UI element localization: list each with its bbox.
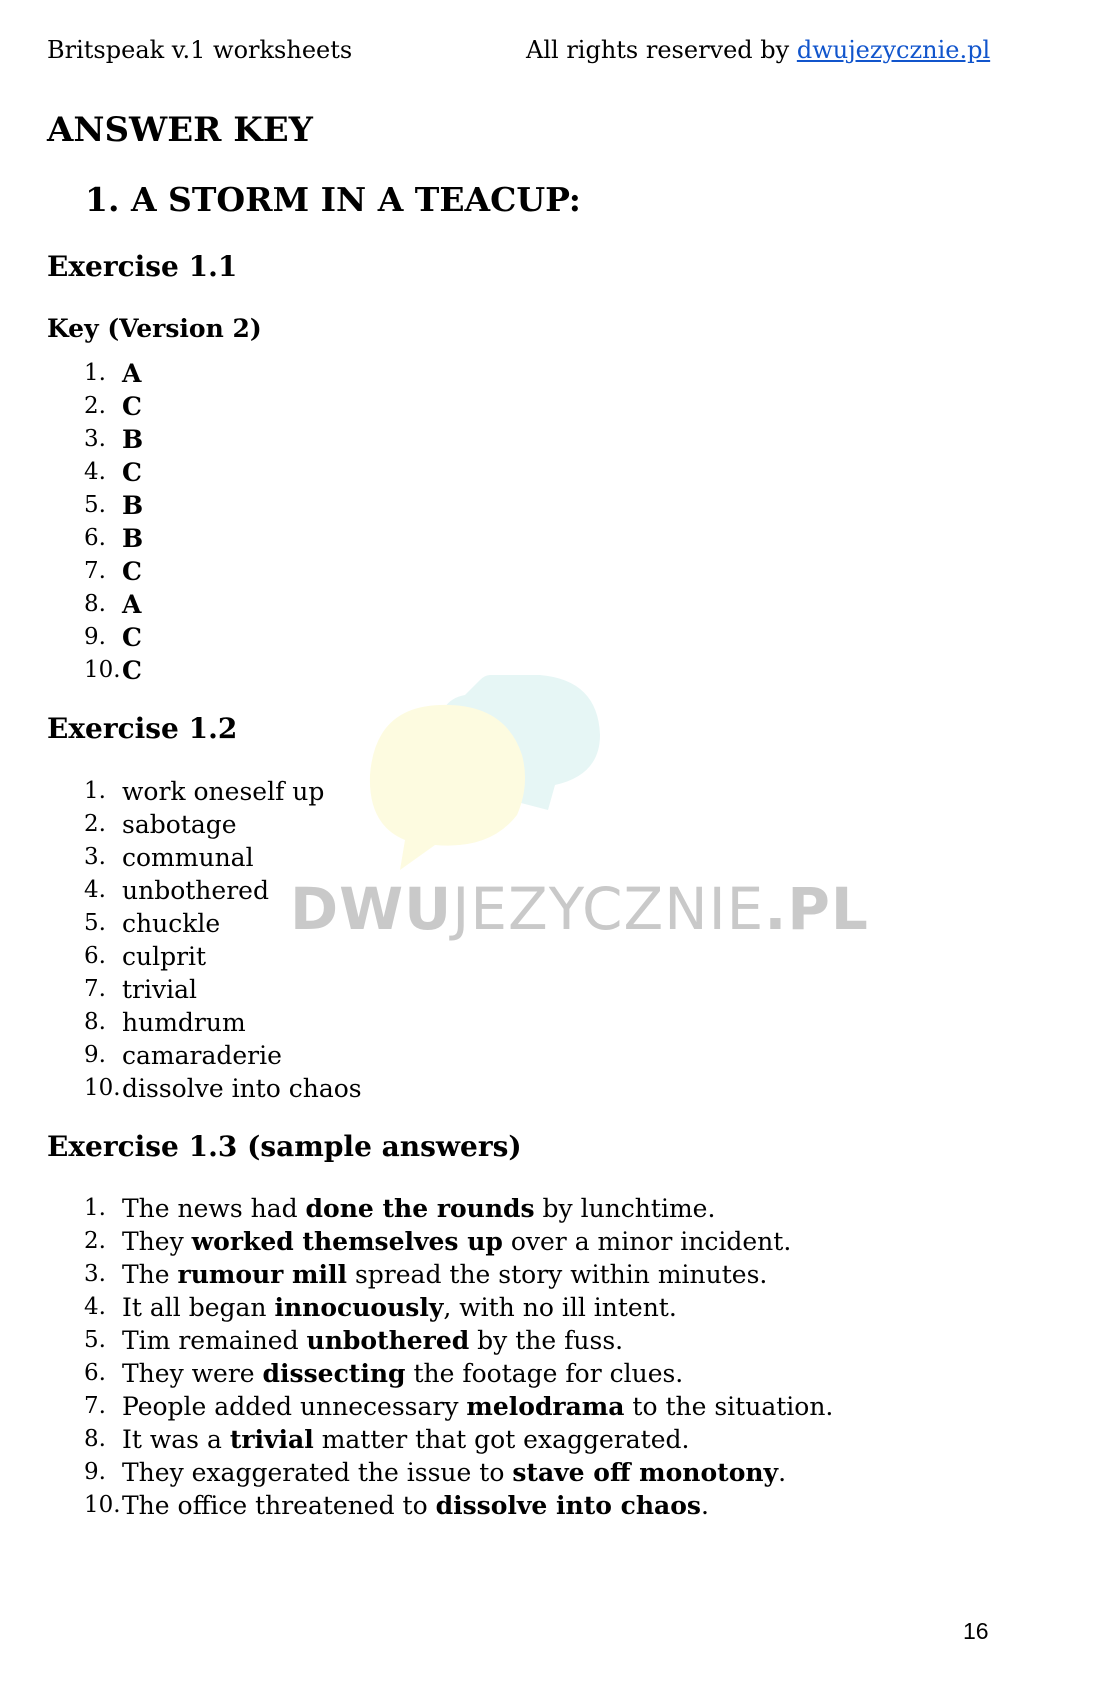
item-number: 9.: [84, 1459, 106, 1485]
list-item: [84, 841, 362, 874]
watermark-text: [290, 875, 869, 943]
sentence-pre: The news had: [122, 1194, 306, 1223]
item-number: 9.: [84, 624, 106, 650]
page-title: ANSWER KEY: [47, 110, 313, 150]
exercise-1-2-title: Exercise 1.2: [47, 712, 238, 745]
item-number: 7.: [84, 558, 106, 584]
list-item: [84, 1039, 362, 1072]
exercise-1-3-list: [84, 1192, 833, 1522]
sentence-post: .: [778, 1458, 787, 1487]
exercise-1-1-subtitle: Key (Version 2): [47, 314, 262, 343]
item-number: 1.: [84, 360, 106, 386]
item-number: 5.: [84, 910, 106, 936]
list-item: [84, 1489, 833, 1522]
item-number: 2.: [84, 1228, 106, 1254]
list-item: [84, 621, 143, 654]
sentence-pre: They exaggerated the issue to: [122, 1458, 513, 1487]
sentence-pre: The office threatened to: [122, 1491, 436, 1520]
sentence-phrase: trivial: [229, 1425, 314, 1454]
item-answer: chuckle: [122, 909, 221, 938]
sentence-phrase: innocuously: [274, 1293, 444, 1322]
item-answer: C: [122, 458, 142, 487]
page-header: [47, 36, 1057, 68]
item-number: 10.: [84, 657, 121, 683]
sentence-post: , with no ill intent.: [443, 1293, 677, 1322]
item-answer: unbothered: [122, 876, 269, 905]
item-answer: A: [122, 590, 142, 619]
sentence-phrase: dissolve into chaos: [435, 1491, 701, 1520]
list-item: [84, 1291, 833, 1324]
exercise-1-1-title: Exercise 1.1: [47, 250, 238, 283]
list-item: [84, 423, 143, 456]
item-number: 5.: [84, 1327, 106, 1353]
watermark-part1: DWU: [290, 875, 453, 943]
item-answer: C: [122, 392, 142, 421]
list-item: [84, 357, 143, 390]
watermark-part3: .PL: [764, 875, 869, 943]
header-right-text: [526, 36, 990, 64]
sentence-pre: People added unnecessary: [122, 1392, 467, 1421]
item-answer: work oneself up: [122, 777, 325, 806]
sentence-pre: They: [122, 1227, 192, 1256]
exercise-1-1-list: [84, 357, 143, 687]
sentence-phrase: stave off monotony: [512, 1458, 779, 1487]
item-number: 5.: [84, 492, 106, 518]
list-item: [84, 390, 143, 423]
item-number: 4.: [84, 1294, 106, 1320]
item-answer: humdrum: [122, 1008, 246, 1037]
item-number: 6.: [84, 1360, 106, 1386]
sentence-post: .: [701, 1491, 709, 1520]
sentence-pre: The: [122, 1260, 178, 1289]
item-number: 8.: [84, 1426, 106, 1452]
sentence-post: spread the story within minutes.: [347, 1260, 768, 1289]
page-number: 16: [963, 1618, 989, 1644]
exercise-1-2-list: [84, 775, 362, 1105]
list-item: [84, 775, 362, 808]
item-answer: C: [122, 656, 142, 685]
item-number: 10.: [84, 1075, 121, 1101]
item-number: 4.: [84, 877, 106, 903]
sentence-phrase: worked themselves up: [191, 1227, 503, 1256]
bubble-back: [437, 675, 600, 810]
list-item: [84, 1225, 833, 1258]
item-number: 6.: [84, 525, 106, 551]
exercise-1-3-title: Exercise 1.3 (sample answers): [47, 1130, 522, 1163]
list-item: [84, 522, 143, 555]
item-answer: B: [122, 491, 144, 520]
item-number: 1.: [84, 1195, 106, 1221]
item-number: 8.: [84, 591, 106, 617]
sentence-post: to the situation.: [624, 1392, 834, 1421]
sentence-post: matter that got exaggerated.: [313, 1425, 690, 1454]
list-item: [84, 1072, 362, 1105]
list-item: [84, 1357, 833, 1390]
item-answer: trivial: [122, 975, 198, 1004]
list-item: [84, 1006, 362, 1039]
list-item: [84, 874, 362, 907]
item-number: 2.: [84, 393, 106, 419]
sentence-post: by lunchtime.: [534, 1194, 716, 1223]
list-item: [84, 1192, 833, 1225]
sentence-pre: It all began: [122, 1293, 275, 1322]
sentence-phrase: rumour mill: [177, 1260, 348, 1289]
list-item: [84, 489, 143, 522]
header-left-text: Britspeak v.1 worksheets: [47, 36, 353, 64]
bubble-front: [370, 705, 525, 870]
item-number: 3.: [84, 1261, 106, 1287]
list-item: [84, 456, 143, 489]
list-item: [84, 1324, 833, 1357]
item-number: 7.: [84, 976, 106, 1002]
item-number: 9.: [84, 1042, 106, 1068]
item-number: 4.: [84, 459, 106, 485]
list-item: [84, 973, 362, 1006]
item-answer: communal: [122, 843, 254, 872]
sentence-phrase: unbothered: [306, 1326, 470, 1355]
list-item: [84, 588, 143, 621]
header-rights-label: All rights reserved by: [526, 36, 797, 64]
item-number: 3.: [84, 426, 106, 452]
item-answer: culprit: [122, 942, 207, 971]
item-number: 3.: [84, 844, 106, 870]
item-number: 1.: [84, 778, 106, 804]
list-item: [84, 1390, 833, 1423]
watermark-part2: JEZYCZNIE: [452, 875, 765, 943]
list-item: [84, 1258, 833, 1291]
sentence-phrase: melodrama: [466, 1392, 625, 1421]
sentence-pre: They were: [122, 1359, 263, 1388]
sentence-pre: Tim remained: [122, 1326, 307, 1355]
item-number: 8.: [84, 1009, 106, 1035]
sentence-post: by the fuss.: [469, 1326, 624, 1355]
list-item: [84, 940, 362, 973]
sentence-pre: It was a: [122, 1425, 230, 1454]
list-item: [84, 1456, 833, 1489]
header-site-link[interactable]: dwujezycznie.pl: [796, 36, 991, 64]
sentence-phrase: done the rounds: [305, 1194, 535, 1223]
item-answer: C: [122, 557, 142, 586]
item-answer: A: [122, 359, 142, 388]
item-answer: B: [122, 425, 144, 454]
list-item: [84, 1423, 833, 1456]
list-item: [84, 907, 362, 940]
sentence-post: over a minor incident.: [502, 1227, 792, 1256]
item-number: 6.: [84, 943, 106, 969]
list-item: [84, 808, 362, 841]
list-item: [84, 654, 143, 687]
item-answer: B: [122, 524, 144, 553]
sentence-phrase: dissecting: [262, 1359, 406, 1388]
list-item: [84, 555, 143, 588]
item-answer: sabotage: [122, 810, 237, 839]
section-title: 1. A STORM IN A TEACUP:: [85, 180, 581, 219]
item-number: 7.: [84, 1393, 106, 1419]
item-answer: dissolve into chaos: [122, 1074, 362, 1103]
item-answer: C: [122, 623, 142, 652]
item-number: 10.: [84, 1492, 121, 1518]
item-answer: camaraderie: [122, 1041, 282, 1070]
sentence-post: the footage for clues.: [405, 1359, 684, 1388]
item-number: 2.: [84, 811, 106, 837]
